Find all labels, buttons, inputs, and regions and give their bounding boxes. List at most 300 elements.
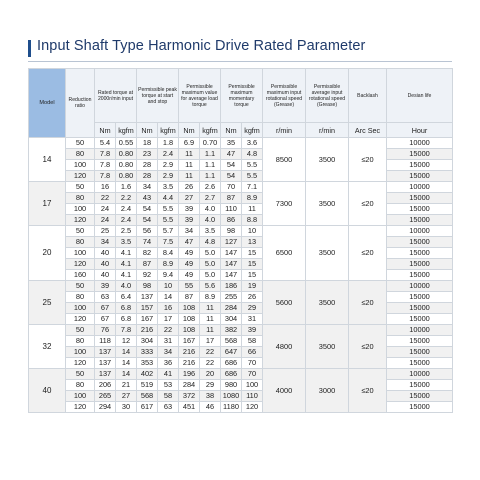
momentary-torque-kgfm-cell: 70: [242, 358, 263, 369]
design-life-cell: 15000: [387, 215, 453, 226]
peak-torque-nm-cell: 137: [137, 292, 158, 303]
rated-torque-kgfm-cell: 2.4: [116, 215, 137, 226]
momentary-torque-kgfm-cell: 8.8: [242, 215, 263, 226]
ratio-cell: 120: [66, 171, 95, 182]
ratio-cell: 120: [66, 215, 95, 226]
avg-torque-kgfm-cell: 1.1: [200, 149, 221, 160]
peak-torque-kgfm-cell: 17: [158, 314, 179, 325]
avg-torque-kgfm-cell: 38: [200, 391, 221, 402]
peak-torque-nm-cell: 56: [137, 226, 158, 237]
rated-torque-nm-cell: 40: [95, 270, 116, 281]
unit-kgfm: kgfm: [200, 123, 221, 138]
peak-torque-nm-cell: 23: [137, 149, 158, 160]
avg-torque-nm-cell: 216: [179, 358, 200, 369]
avg-torque-nm-cell: 49: [179, 259, 200, 270]
peak-torque-kgfm-cell: 31: [158, 336, 179, 347]
rated-torque-kgfm-cell: 2.5: [116, 226, 137, 237]
momentary-torque-kgfm-cell: 70: [242, 369, 263, 380]
avg-speed-cell: 3500: [306, 281, 349, 325]
avg-torque-nm-cell: 49: [179, 248, 200, 259]
header-backlash: Backlash: [349, 69, 387, 123]
rated-torque-kgfm-cell: 14: [116, 358, 137, 369]
rated-torque-kgfm-cell: 14: [116, 347, 137, 358]
design-life-cell: 15000: [387, 171, 453, 182]
rated-torque-nm-cell: 40: [95, 248, 116, 259]
avg-torque-kgfm-cell: 0.70: [200, 138, 221, 149]
table-row: [29, 358, 453, 369]
peak-torque-nm-cell: 216: [137, 325, 158, 336]
momentary-torque-nm-cell: 86: [221, 215, 242, 226]
rated-torque-kgfm-cell: 14: [116, 369, 137, 380]
rated-torque-kgfm-cell: 7.8: [116, 325, 137, 336]
table-row: [29, 369, 453, 380]
ratio-cell: 120: [66, 259, 95, 270]
peak-torque-nm-cell: 18: [137, 138, 158, 149]
table-row: [29, 215, 453, 226]
momentary-torque-kgfm-cell: 120: [242, 402, 263, 413]
peak-torque-kgfm-cell: 5.5: [158, 204, 179, 215]
momentary-torque-kgfm-cell: 110: [242, 391, 263, 402]
ratio-cell: 80: [66, 380, 95, 391]
peak-torque-kgfm-cell: 14: [158, 292, 179, 303]
peak-torque-kgfm-cell: 5.5: [158, 215, 179, 226]
momentary-torque-kgfm-cell: 13: [242, 237, 263, 248]
momentary-torque-nm-cell: 980: [221, 380, 242, 391]
design-life-cell: 15000: [387, 248, 453, 259]
rated-torque-kgfm-cell: 1.6: [116, 182, 137, 193]
avg-torque-nm-cell: 108: [179, 325, 200, 336]
momentary-torque-nm-cell: 54: [221, 160, 242, 171]
design-life-cell: 15000: [387, 303, 453, 314]
design-life-cell: 15000: [387, 259, 453, 270]
momentary-torque-nm-cell: 382: [221, 325, 242, 336]
rated-torque-nm-cell: 5.4: [95, 138, 116, 149]
header-design-life: Desian life: [387, 69, 453, 123]
design-life-cell: 15000: [387, 149, 453, 160]
ratio-cell: 80: [66, 193, 95, 204]
rated-torque-nm-cell: 265: [95, 391, 116, 402]
design-life-cell: 15000: [387, 402, 453, 413]
backlash-cell: ≤20: [349, 138, 387, 182]
design-life-cell: 15000: [387, 292, 453, 303]
header-reduction-ratio: Reduction ratio: [66, 69, 95, 138]
page-title: Input Shaft Type Harmonic Drive Rated Parameter: [37, 38, 366, 54]
unit-nm: Nm: [221, 123, 242, 138]
rated-torque-kgfm-cell: 12: [116, 336, 137, 347]
momentary-torque-nm-cell: 647: [221, 347, 242, 358]
max-speed-cell: 8500: [263, 138, 306, 182]
avg-torque-nm-cell: 11: [179, 149, 200, 160]
design-life-cell: 15000: [387, 358, 453, 369]
peak-torque-nm-cell: 87: [137, 259, 158, 270]
momentary-torque-nm-cell: 47: [221, 149, 242, 160]
rated-torque-kgfm-cell: 4.1: [116, 259, 137, 270]
rated-torque-kgfm-cell: 2.4: [116, 204, 137, 215]
rated-torque-nm-cell: 22: [95, 193, 116, 204]
momentary-torque-nm-cell: 110: [221, 204, 242, 215]
momentary-torque-kgfm-cell: 100: [242, 380, 263, 391]
title-divider: [28, 61, 452, 62]
avg-torque-kgfm-cell: 3.5: [200, 226, 221, 237]
rated-torque-kgfm-cell: 30: [116, 402, 137, 413]
peak-torque-kgfm-cell: 22: [158, 325, 179, 336]
peak-torque-kgfm-cell: 16: [158, 303, 179, 314]
design-life-cell: 15000: [387, 204, 453, 215]
design-life-cell: 10000: [387, 281, 453, 292]
peak-torque-kgfm-cell: 3.5: [158, 182, 179, 193]
unit-nm: Nm: [179, 123, 200, 138]
avg-torque-kgfm-cell: 20: [200, 369, 221, 380]
avg-torque-nm-cell: 11: [179, 160, 200, 171]
rated-torque-kgfm-cell: 4.0: [116, 281, 137, 292]
unit-kgfm: kgfm: [116, 123, 137, 138]
ratio-cell: 50: [66, 325, 95, 336]
peak-torque-nm-cell: 617: [137, 402, 158, 413]
table-row: [29, 336, 453, 347]
design-life-cell: 15000: [387, 391, 453, 402]
peak-torque-kgfm-cell: 63: [158, 402, 179, 413]
momentary-torque-kgfm-cell: 66: [242, 347, 263, 358]
ratio-cell: 100: [66, 248, 95, 259]
title-accent-bar: [28, 40, 31, 57]
avg-torque-kgfm-cell: 22: [200, 347, 221, 358]
avg-torque-nm-cell: 27: [179, 193, 200, 204]
rated-torque-kgfm-cell: 0.55: [116, 138, 137, 149]
ratio-cell: 50: [66, 138, 95, 149]
ratio-cell: 50: [66, 226, 95, 237]
design-life-cell: 15000: [387, 380, 453, 391]
rated-torque-kgfm-cell: 6.8: [116, 314, 137, 325]
momentary-torque-kgfm-cell: 5.5: [242, 171, 263, 182]
design-life-cell: 15000: [387, 270, 453, 281]
header-average-speed: Permissible average input rotational speed (Grease): [306, 69, 349, 123]
peak-torque-nm-cell: 333: [137, 347, 158, 358]
momentary-torque-nm-cell: 284: [221, 303, 242, 314]
design-life-cell: 15000: [387, 336, 453, 347]
peak-torque-nm-cell: 82: [137, 248, 158, 259]
design-life-cell: 10000: [387, 226, 453, 237]
ratio-cell: 120: [66, 402, 95, 413]
momentary-torque-kgfm-cell: 4.8: [242, 149, 263, 160]
momentary-torque-nm-cell: 147: [221, 259, 242, 270]
table-row: [29, 204, 453, 215]
model-cell: 25: [29, 281, 66, 325]
momentary-torque-kgfm-cell: 5.5: [242, 160, 263, 171]
peak-torque-nm-cell: 98: [137, 281, 158, 292]
avg-torque-kgfm-cell: 4.0: [200, 215, 221, 226]
rated-parameter-table: [28, 68, 453, 413]
peak-torque-nm-cell: 353: [137, 358, 158, 369]
momentary-torque-nm-cell: 127: [221, 237, 242, 248]
avg-speed-cell: 3500: [306, 325, 349, 369]
rated-torque-nm-cell: 7.8: [95, 171, 116, 182]
avg-torque-kgfm-cell: 2.7: [200, 193, 221, 204]
design-life-cell: 10000: [387, 369, 453, 380]
peak-torque-nm-cell: 304: [137, 336, 158, 347]
avg-torque-kgfm-cell: 5.0: [200, 259, 221, 270]
rated-torque-kgfm-cell: 0.80: [116, 149, 137, 160]
peak-torque-kgfm-cell: 2.4: [158, 149, 179, 160]
avg-torque-nm-cell: 108: [179, 314, 200, 325]
peak-torque-nm-cell: 167: [137, 314, 158, 325]
peak-torque-kgfm-cell: 5.7: [158, 226, 179, 237]
peak-torque-nm-cell: 28: [137, 160, 158, 171]
max-speed-cell: 4800: [263, 325, 306, 369]
rated-torque-kgfm-cell: 0.80: [116, 171, 137, 182]
unit-kgfm: kgfm: [242, 123, 263, 138]
unit-nm: Nm: [137, 123, 158, 138]
peak-torque-kgfm-cell: 4.4: [158, 193, 179, 204]
rated-torque-kgfm-cell: 6.4: [116, 292, 137, 303]
momentary-torque-kgfm-cell: 31: [242, 314, 263, 325]
unit-rpm: r/min: [306, 123, 349, 138]
ratio-cell: 100: [66, 204, 95, 215]
rated-torque-nm-cell: 206: [95, 380, 116, 391]
peak-torque-nm-cell: 34: [137, 182, 158, 193]
header-model: Model: [29, 69, 66, 138]
rated-torque-nm-cell: 67: [95, 303, 116, 314]
avg-torque-kgfm-cell: 29: [200, 380, 221, 391]
avg-torque-kgfm-cell: 11: [200, 325, 221, 336]
table-row: [29, 402, 453, 413]
avg-torque-kgfm-cell: 11: [200, 303, 221, 314]
design-life-cell: 15000: [387, 237, 453, 248]
avg-speed-cell: 3500: [306, 226, 349, 281]
avg-speed-cell: 3500: [306, 138, 349, 182]
header-momentary-torque: Permissible maximum momentary torque: [221, 69, 263, 123]
rated-torque-nm-cell: 34: [95, 237, 116, 248]
avg-torque-nm-cell: 284: [179, 380, 200, 391]
momentary-torque-nm-cell: 87: [221, 193, 242, 204]
rated-torque-kgfm-cell: 0.80: [116, 160, 137, 171]
momentary-torque-nm-cell: 35: [221, 138, 242, 149]
rated-torque-nm-cell: 294: [95, 402, 116, 413]
peak-torque-kgfm-cell: 9.4: [158, 270, 179, 281]
table-row: [29, 248, 453, 259]
avg-torque-kgfm-cell: 11: [200, 314, 221, 325]
peak-torque-nm-cell: 54: [137, 215, 158, 226]
peak-torque-nm-cell: 28: [137, 171, 158, 182]
table-row: [29, 281, 453, 292]
peak-torque-nm-cell: 568: [137, 391, 158, 402]
rated-torque-nm-cell: 137: [95, 347, 116, 358]
rated-torque-nm-cell: 137: [95, 358, 116, 369]
max-speed-cell: 6500: [263, 226, 306, 281]
table-row: [29, 160, 453, 171]
rated-torque-kgfm-cell: 6.8: [116, 303, 137, 314]
avg-torque-kgfm-cell: 5.0: [200, 270, 221, 281]
model-cell: 14: [29, 138, 66, 182]
table-row: [29, 149, 453, 160]
unit-arc-sec: Arc Sec: [349, 123, 387, 138]
peak-torque-kgfm-cell: 2.9: [158, 171, 179, 182]
avg-torque-kgfm-cell: 8.9: [200, 292, 221, 303]
ratio-cell: 80: [66, 292, 95, 303]
momentary-torque-kgfm-cell: 15: [242, 270, 263, 281]
avg-torque-nm-cell: 6.9: [179, 138, 200, 149]
header-rated-torque: Rated torque at 2000r/min input: [95, 69, 137, 123]
momentary-torque-kgfm-cell: 8.9: [242, 193, 263, 204]
avg-torque-nm-cell: 108: [179, 303, 200, 314]
ratio-cell: 80: [66, 149, 95, 160]
avg-torque-nm-cell: 55: [179, 281, 200, 292]
unit-hour: Hour: [387, 123, 453, 138]
momentary-torque-kgfm-cell: 29: [242, 303, 263, 314]
avg-torque-kgfm-cell: 4.8: [200, 237, 221, 248]
ratio-cell: 50: [66, 369, 95, 380]
ratio-cell: 100: [66, 303, 95, 314]
rated-torque-nm-cell: 40: [95, 259, 116, 270]
backlash-cell: ≤20: [349, 369, 387, 413]
ratio-cell: 100: [66, 160, 95, 171]
momentary-torque-nm-cell: 255: [221, 292, 242, 303]
design-life-cell: 15000: [387, 193, 453, 204]
momentary-torque-kgfm-cell: 11: [242, 204, 263, 215]
avg-speed-cell: 3000: [306, 369, 349, 413]
table-row: [29, 325, 453, 336]
table-row: [29, 391, 453, 402]
momentary-torque-kgfm-cell: 58: [242, 336, 263, 347]
avg-torque-kgfm-cell: 22: [200, 358, 221, 369]
table-row: [29, 171, 453, 182]
page-title-block: [28, 38, 448, 60]
momentary-torque-nm-cell: 1080: [221, 391, 242, 402]
max-speed-cell: 4000: [263, 369, 306, 413]
ratio-cell: 160: [66, 270, 95, 281]
rated-torque-kgfm-cell: 2.2: [116, 193, 137, 204]
table-row: [29, 138, 453, 149]
peak-torque-kgfm-cell: 53: [158, 380, 179, 391]
rated-torque-nm-cell: 39: [95, 281, 116, 292]
avg-torque-kgfm-cell: 1.1: [200, 160, 221, 171]
header-average-torque: Permissible maximum value for average load torque: [179, 69, 221, 123]
peak-torque-nm-cell: 74: [137, 237, 158, 248]
table-row: [29, 259, 453, 270]
momentary-torque-nm-cell: 686: [221, 369, 242, 380]
momentary-torque-kgfm-cell: 39: [242, 325, 263, 336]
avg-torque-nm-cell: 196: [179, 369, 200, 380]
rated-torque-nm-cell: 25: [95, 226, 116, 237]
momentary-torque-nm-cell: 70: [221, 182, 242, 193]
momentary-torque-kgfm-cell: 15: [242, 248, 263, 259]
table-row: [29, 237, 453, 248]
rated-torque-nm-cell: 76: [95, 325, 116, 336]
momentary-torque-nm-cell: 54: [221, 171, 242, 182]
design-life-cell: 10000: [387, 325, 453, 336]
avg-torque-nm-cell: 47: [179, 237, 200, 248]
rated-torque-nm-cell: 7.8: [95, 160, 116, 171]
ratio-cell: 80: [66, 237, 95, 248]
header-max-speed: Permissible maximum input rotational speed (Grease): [263, 69, 306, 123]
table-row: [29, 226, 453, 237]
momentary-torque-kgfm-cell: 3.6: [242, 138, 263, 149]
avg-torque-nm-cell: 451: [179, 402, 200, 413]
avg-torque-kgfm-cell: 17: [200, 336, 221, 347]
avg-torque-kgfm-cell: 46: [200, 402, 221, 413]
table-row: [29, 380, 453, 391]
peak-torque-kgfm-cell: 1.8: [158, 138, 179, 149]
avg-torque-kgfm-cell: 5.0: [200, 248, 221, 259]
peak-torque-kgfm-cell: 8.9: [158, 259, 179, 270]
peak-torque-kgfm-cell: 8.4: [158, 248, 179, 259]
momentary-torque-kgfm-cell: 10: [242, 226, 263, 237]
rated-torque-nm-cell: 63: [95, 292, 116, 303]
momentary-torque-kgfm-cell: 7.1: [242, 182, 263, 193]
peak-torque-kgfm-cell: 2.9: [158, 160, 179, 171]
table-row: [29, 347, 453, 358]
avg-torque-kgfm-cell: 2.6: [200, 182, 221, 193]
table-row: [29, 270, 453, 281]
peak-torque-nm-cell: 402: [137, 369, 158, 380]
peak-torque-nm-cell: 519: [137, 380, 158, 391]
ratio-cell: 120: [66, 358, 95, 369]
momentary-torque-kgfm-cell: 19: [242, 281, 263, 292]
rated-torque-kgfm-cell: 4.1: [116, 248, 137, 259]
momentary-torque-nm-cell: 304: [221, 314, 242, 325]
avg-speed-cell: 3500: [306, 182, 349, 226]
header-peak-torque: Permissible peak torque at start and stop: [137, 69, 179, 123]
rated-torque-nm-cell: 16: [95, 182, 116, 193]
avg-torque-nm-cell: 34: [179, 226, 200, 237]
table-row: [29, 292, 453, 303]
peak-torque-nm-cell: 157: [137, 303, 158, 314]
rated-torque-kgfm-cell: 21: [116, 380, 137, 391]
avg-torque-nm-cell: 26: [179, 182, 200, 193]
momentary-torque-kgfm-cell: 26: [242, 292, 263, 303]
rated-torque-nm-cell: 67: [95, 314, 116, 325]
rated-torque-nm-cell: 137: [95, 369, 116, 380]
momentary-torque-nm-cell: 147: [221, 270, 242, 281]
rated-torque-kgfm-cell: 3.5: [116, 237, 137, 248]
model-cell: 32: [29, 325, 66, 369]
peak-torque-kgfm-cell: 34: [158, 347, 179, 358]
avg-torque-kgfm-cell: 5.6: [200, 281, 221, 292]
unit-nm: Nm: [95, 123, 116, 138]
unit-rpm: r/min: [263, 123, 306, 138]
avg-torque-nm-cell: 39: [179, 215, 200, 226]
rated-torque-nm-cell: 24: [95, 215, 116, 226]
momentary-torque-nm-cell: 186: [221, 281, 242, 292]
ratio-cell: 100: [66, 347, 95, 358]
design-life-cell: 15000: [387, 347, 453, 358]
backlash-cell: ≤20: [349, 226, 387, 281]
avg-torque-nm-cell: 372: [179, 391, 200, 402]
peak-torque-nm-cell: 54: [137, 204, 158, 215]
peak-torque-kgfm-cell: 36: [158, 358, 179, 369]
ratio-cell: 100: [66, 391, 95, 402]
avg-torque-kgfm-cell: 1.1: [200, 171, 221, 182]
ratio-cell: 50: [66, 182, 95, 193]
table-row: [29, 314, 453, 325]
avg-torque-nm-cell: 11: [179, 171, 200, 182]
model-cell: 20: [29, 226, 66, 281]
backlash-cell: ≤20: [349, 325, 387, 369]
rated-torque-nm-cell: 118: [95, 336, 116, 347]
peak-torque-nm-cell: 92: [137, 270, 158, 281]
ratio-cell: 80: [66, 336, 95, 347]
rated-torque-kgfm-cell: 4.1: [116, 270, 137, 281]
peak-torque-nm-cell: 43: [137, 193, 158, 204]
table-row: [29, 182, 453, 193]
model-cell: 17: [29, 182, 66, 226]
avg-torque-nm-cell: 216: [179, 347, 200, 358]
momentary-torque-kgfm-cell: 15: [242, 259, 263, 270]
momentary-torque-nm-cell: 568: [221, 336, 242, 347]
table-body: [29, 138, 453, 413]
peak-torque-kgfm-cell: 10: [158, 281, 179, 292]
rated-torque-kgfm-cell: 27: [116, 391, 137, 402]
model-cell: 40: [29, 369, 66, 413]
